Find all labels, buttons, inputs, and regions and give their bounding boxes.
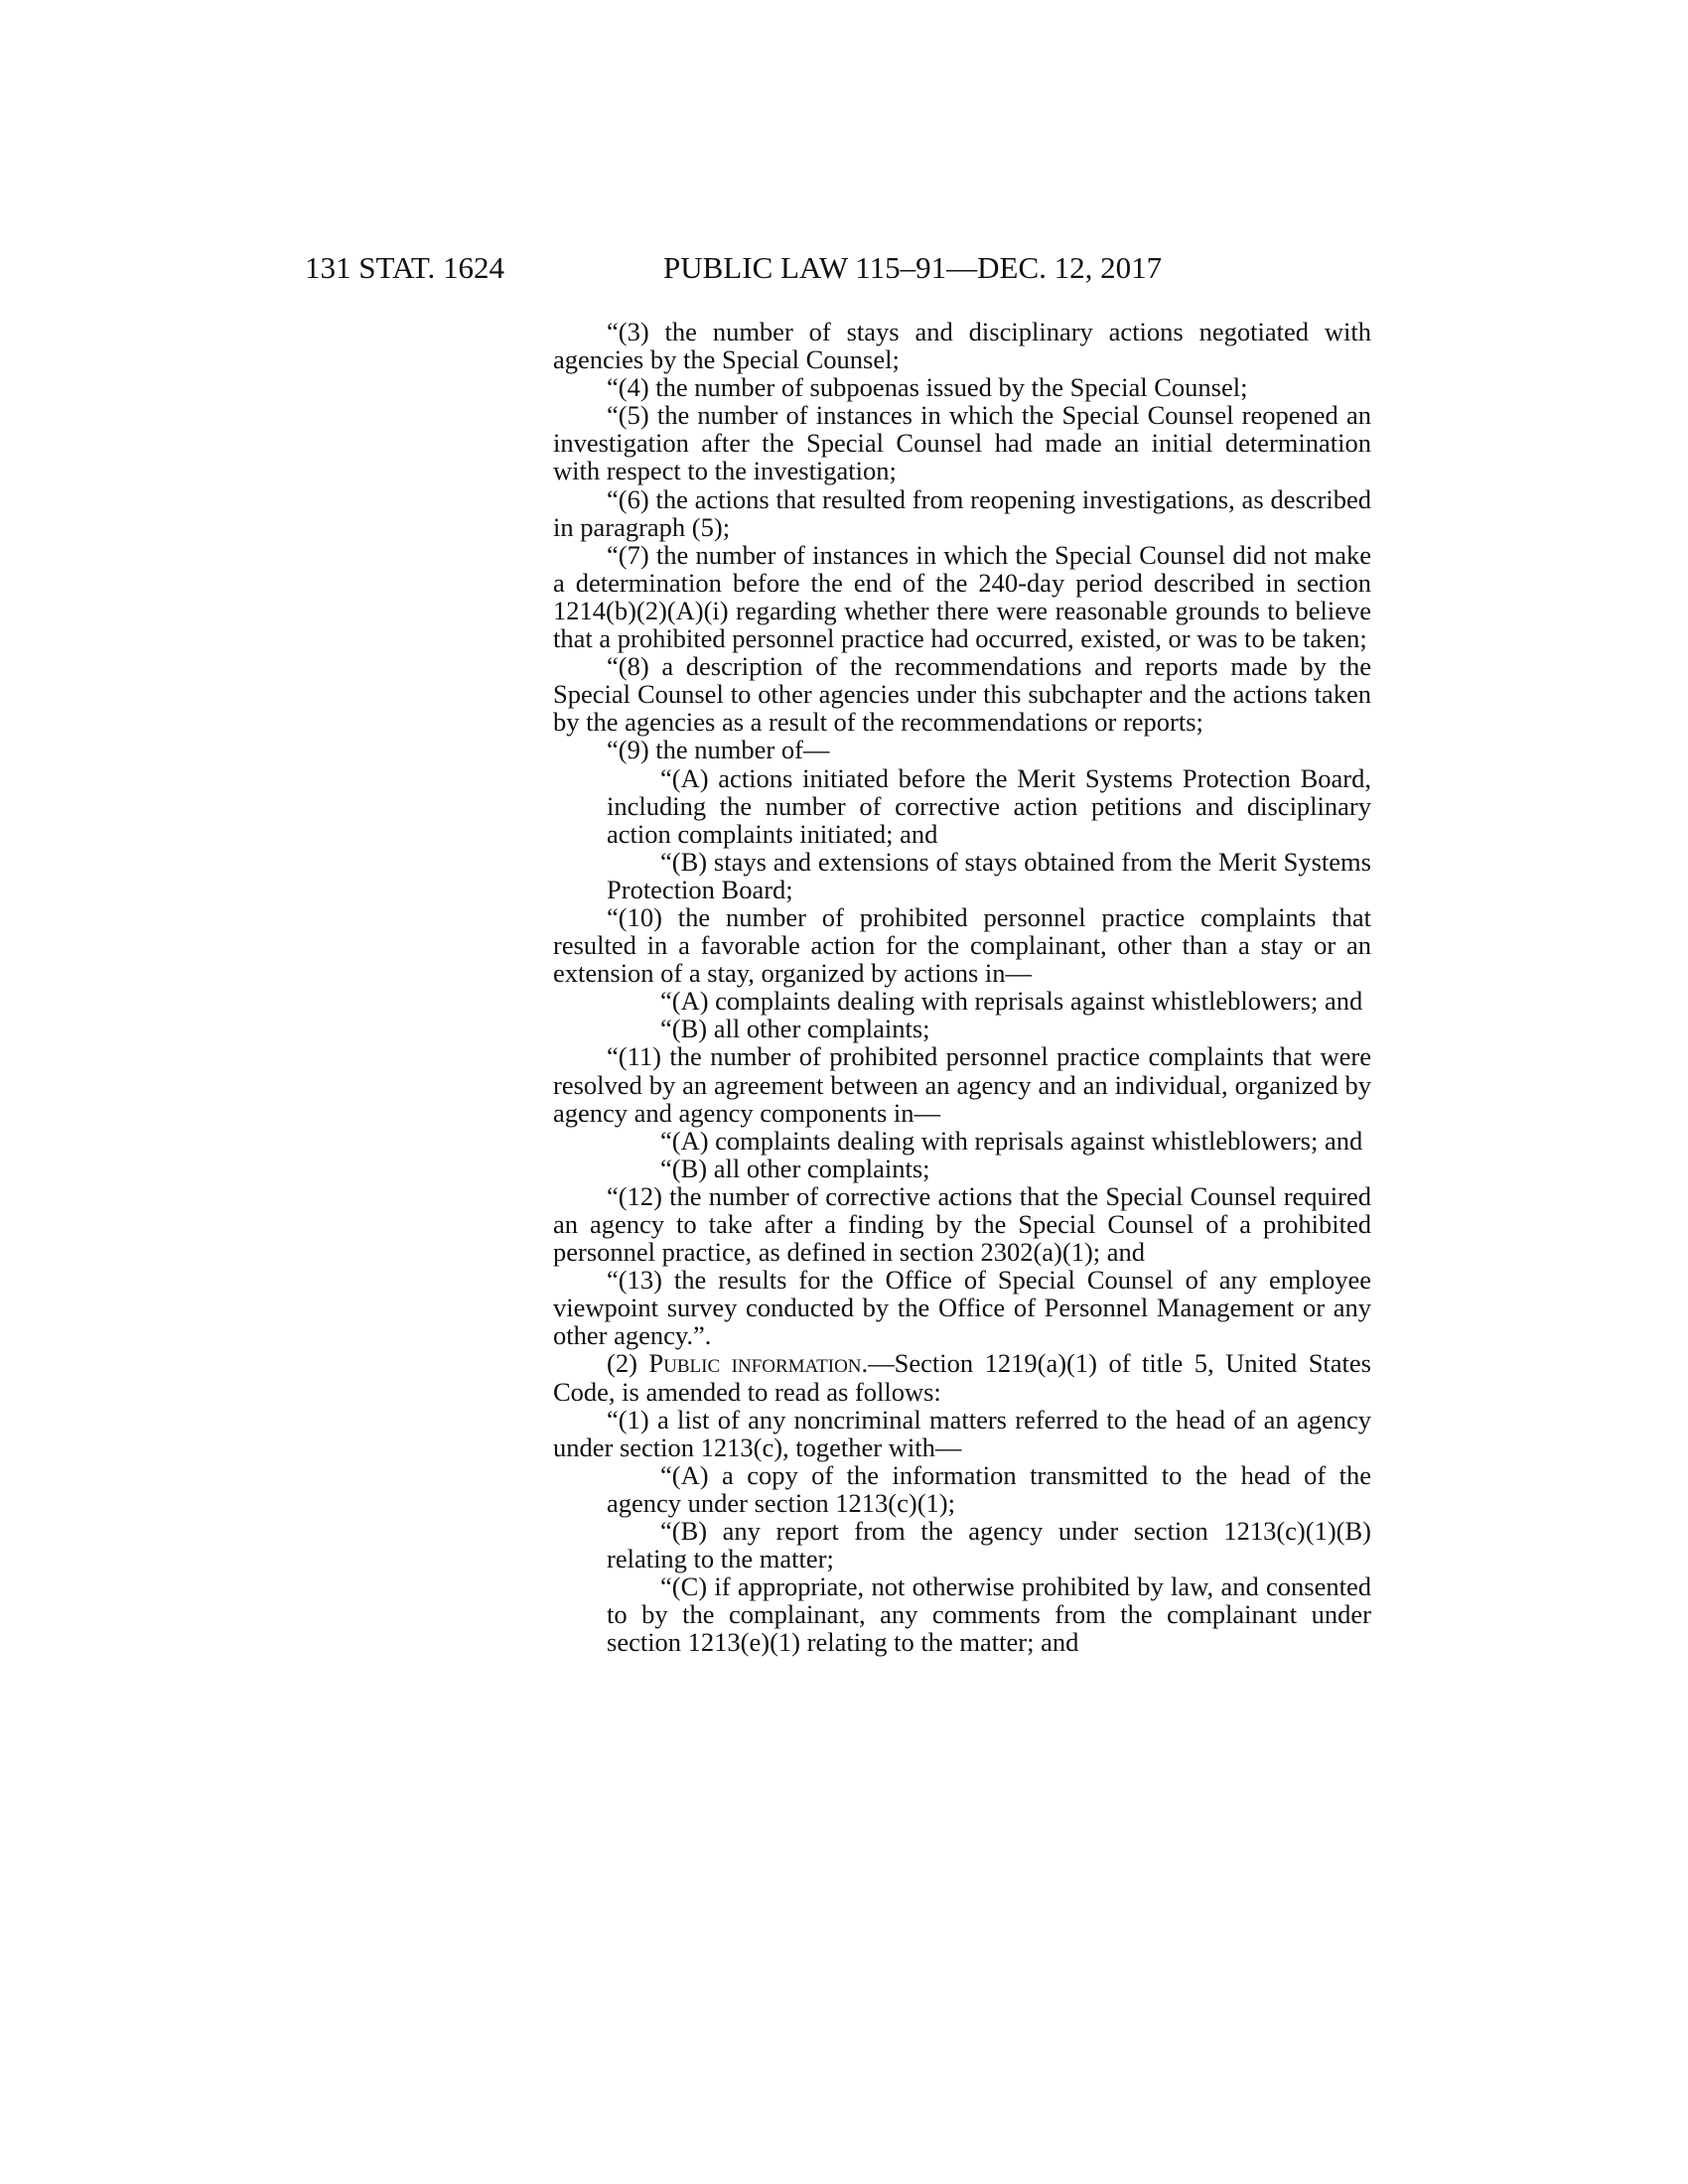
paragraph-11-a: “(A) complaints dealing with reprisals against whistleblowers; and	[660, 1125, 1363, 1156]
statute-page-reference: 131 STAT. 1624	[305, 250, 505, 285]
page-header	[0, 248, 1688, 288]
paragraph-12: “(12) the number of corrective actions that the Special Counsel required an agency to take after a finding by the Special Counsel of a prohibited personnel practice, as defined in section 2302(a)(1); and	[553, 1180, 1371, 1268]
paragraph-1-list: “(1) a list of any noncriminal matters referred to the head of an agency under section 1213(c), together with—	[553, 1404, 1371, 1462]
paragraph-9-a: “(A) actions initiated before the Merit Systems Protection Board, including the number of corrective action petitions and disciplinary action complaints initiated; and	[607, 762, 1371, 849]
paragraph-8: “(8) a description of the recommendations and reports made by the Special Counsel to other agencies under this subchapter and the actions taken by the agencies as a result of the recommendations or reports;	[553, 651, 1371, 738]
paragraph-11: “(11) the number of prohibited personnel practice complaints that were resolved by an agreement between an agency and an individual, organized by agency and agency components in—	[553, 1041, 1371, 1128]
paragraph-5: “(5) the number of instances in which the Special Counsel reopened an investigation after the Special Counsel had made an initial determination with respect to the investigation;	[553, 400, 1371, 486]
paragraph-9: “(9) the number of—	[607, 735, 830, 765]
paragraph-10-b: “(B) all other complaints;	[660, 1014, 930, 1044]
paragraph-6: “(6) the actions that resulted from reopening investigations, as described in paragraph (5);	[553, 483, 1371, 542]
paragraph-13: “(13) the results for the Office of Special Counsel of any employee viewpoint survey conducted by the Office of Personnel Management or any other agency.”.	[553, 1265, 1371, 1351]
paragraph-1-a: “(A) a copy of the information transmitted to the head of the agency under section 1213(c)(1);	[607, 1459, 1371, 1518]
paragraph-10-a: “(A) complaints dealing with reprisals against whistleblowers; and	[660, 986, 1363, 1017]
paragraph-1-c: “(C) if appropriate, not otherwise prohibited by law, and consented to by the complainant, any comments from the complainant under section 1213(e)(1) relating to the matter; and	[607, 1571, 1371, 1658]
paragraph-10: “(10) the number of prohibited personnel practice complaints that resulted in a favorable action for the complainant, other than a stay or an extension of a stay, organized by actions in—	[553, 901, 1371, 989]
paragraph-1-b: “(B) any report from the agency under section 1213(c)(1)(B) relating to the matter;	[607, 1516, 1371, 1574]
paragraph-public-information	[553, 1349, 1371, 1405]
paragraph-7: “(7) the number of instances in which the Special Counsel did not make a determination before the end of the 240-day period described in section 1214(b)(2)(A)(i) regarding whether there were reasonable grounds to believe that a prohibited personnel practice had occurred, existed, or was to be taken;	[553, 539, 1371, 654]
paragraph-3: “(3) the number of stays and disciplinary actions negotiated with agencies by the Special Counsel;	[553, 317, 1371, 375]
paragraph-9-b: “(B) stays and extensions of stays obtained from the Merit Systems Protection Board;	[607, 846, 1371, 904]
subsection-text: .—Section 1219(a)(1) of title 5, United States Code, is amended to read as follows:	[553, 1348, 1371, 1407]
public-law-title: PUBLIC LAW 115–91—DEC. 12, 2017	[663, 250, 1163, 285]
paragraph-4: “(4) the number of subpoenas issued by the Special Counsel;	[607, 372, 1248, 403]
statute-body	[553, 318, 1371, 1657]
subsection-heading: Public information	[648, 1348, 862, 1379]
paragraph-11-b: “(B) all other complaints;	[660, 1153, 930, 1183]
subsection-number: (2)	[607, 1348, 649, 1379]
